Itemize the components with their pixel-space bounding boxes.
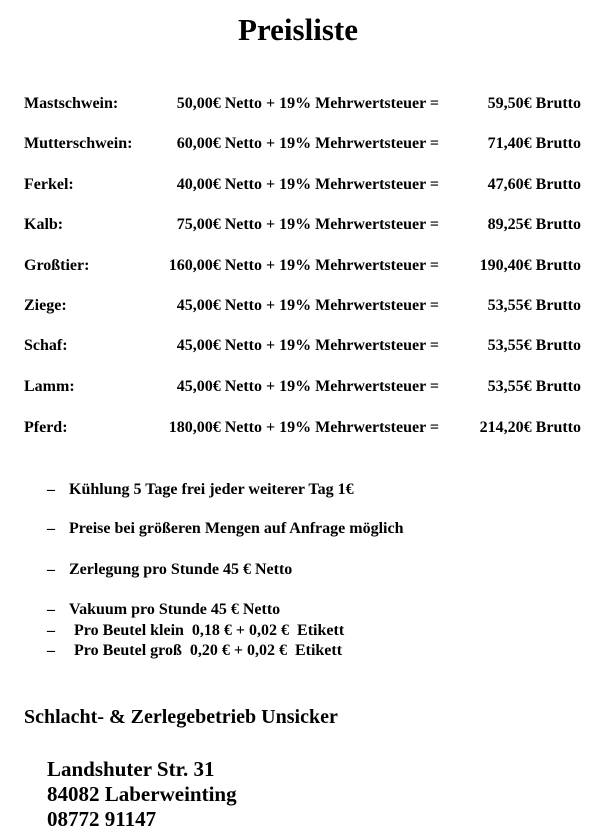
netto-price: 45,00€ Netto — [176, 378, 262, 395]
netto-price: 160,00€ Netto — [168, 257, 262, 274]
netto-price: 180,00€ Netto — [168, 419, 262, 436]
note-cooling — [47, 481, 354, 499]
price-row-mutterschwein — [0, 135, 596, 157]
animal-label: Mastschwein: — [24, 95, 119, 112]
animal-label: Großtier: — [24, 257, 90, 274]
animal-label: Schaf: — [24, 337, 68, 354]
note-text: Vakuum pro Stunde 45 € Netto — [69, 601, 281, 618]
note-text: Kühlung 5 Tage frei jeder weiterer Tag 1€ — [69, 481, 354, 498]
vat-label: + 19% Mehrwertsteuer = — [266, 95, 439, 112]
note-bag-small — [47, 622, 344, 640]
vat-label: + 19% Mehrwertsteuer = — [266, 257, 439, 274]
price-row-pferd — [0, 419, 596, 441]
price-row-lamm — [0, 378, 596, 400]
brutto-price: 71,40€ Brutto — [487, 135, 581, 152]
price-row-kalb — [0, 216, 596, 238]
price-row-ziege — [0, 297, 596, 319]
page-title: Preisliste — [238, 12, 358, 47]
company-name: Schlacht- & Zerlegebetrieb Unsicker — [24, 706, 338, 728]
animal-label: Kalb: — [24, 216, 64, 233]
note-quantity — [47, 520, 403, 538]
animal-label: Lamm: — [24, 378, 75, 395]
brutto-price: 53,55€ Brutto — [487, 378, 581, 395]
brutto-price: 59,50€ Brutto — [487, 95, 581, 112]
vat-label: + 19% Mehrwertsteuer = — [266, 378, 439, 395]
vat-label: + 19% Mehrwertsteuer = — [266, 216, 439, 233]
dash-icon: – — [47, 520, 55, 537]
animal-label: Pferd: — [24, 419, 68, 436]
dash-icon: – — [47, 561, 55, 578]
note-text: Preise bei größeren Mengen auf Anfrage möglich — [69, 520, 404, 537]
note-text: Pro Beutel groß 0,20 € + 0,02 € Etikett — [74, 642, 343, 659]
animal-label: Mutterschwein: — [24, 135, 133, 152]
address-street: Landshuter Str. 31 — [47, 757, 215, 781]
note-vacuum — [47, 601, 280, 619]
vat-label: + 19% Mehrwertsteuer = — [266, 176, 439, 193]
address-phone: 08772 91147 — [47, 807, 157, 831]
brutto-price: 214,20€ Brutto — [479, 419, 581, 436]
netto-price: 40,00€ Netto — [176, 176, 262, 193]
price-row-ferkel — [0, 176, 596, 198]
vat-label: + 19% Mehrwertsteuer = — [266, 135, 439, 152]
brutto-price: 89,25€ Brutto — [487, 216, 581, 233]
address-city: 84082 Laberweinting — [47, 782, 237, 806]
note-text: Zerlegung pro Stunde 45 € Netto — [69, 561, 293, 578]
price-row-schaf — [0, 337, 596, 359]
vat-label: + 19% Mehrwertsteuer = — [266, 337, 439, 354]
brutto-price: 53,55€ Brutto — [487, 297, 581, 314]
brutto-price: 190,40€ Brutto — [479, 257, 581, 274]
dash-icon: – — [47, 601, 55, 618]
netto-price: 75,00€ Netto — [176, 216, 262, 233]
netto-price: 60,00€ Netto — [176, 135, 262, 152]
dash-icon: – — [47, 642, 55, 659]
note-cutting — [47, 561, 292, 579]
price-row-mastschwein — [0, 95, 596, 117]
brutto-price: 47,60€ Brutto — [487, 176, 581, 193]
netto-price: 45,00€ Netto — [176, 297, 262, 314]
note-text: Pro Beutel klein 0,18 € + 0,02 € Etikett — [74, 622, 345, 639]
dash-icon: – — [47, 622, 55, 639]
animal-label: Ferkel: — [24, 176, 74, 193]
animal-label: Ziege: — [24, 297, 67, 314]
brutto-price: 53,55€ Brutto — [487, 337, 581, 354]
note-bag-large — [47, 642, 342, 660]
vat-label: + 19% Mehrwertsteuer = — [266, 419, 439, 436]
dash-icon: – — [47, 481, 55, 498]
vat-label: + 19% Mehrwertsteuer = — [266, 297, 439, 314]
netto-price: 50,00€ Netto — [176, 95, 262, 112]
price-row-grosstier — [0, 257, 596, 279]
netto-price: 45,00€ Netto — [176, 337, 262, 354]
